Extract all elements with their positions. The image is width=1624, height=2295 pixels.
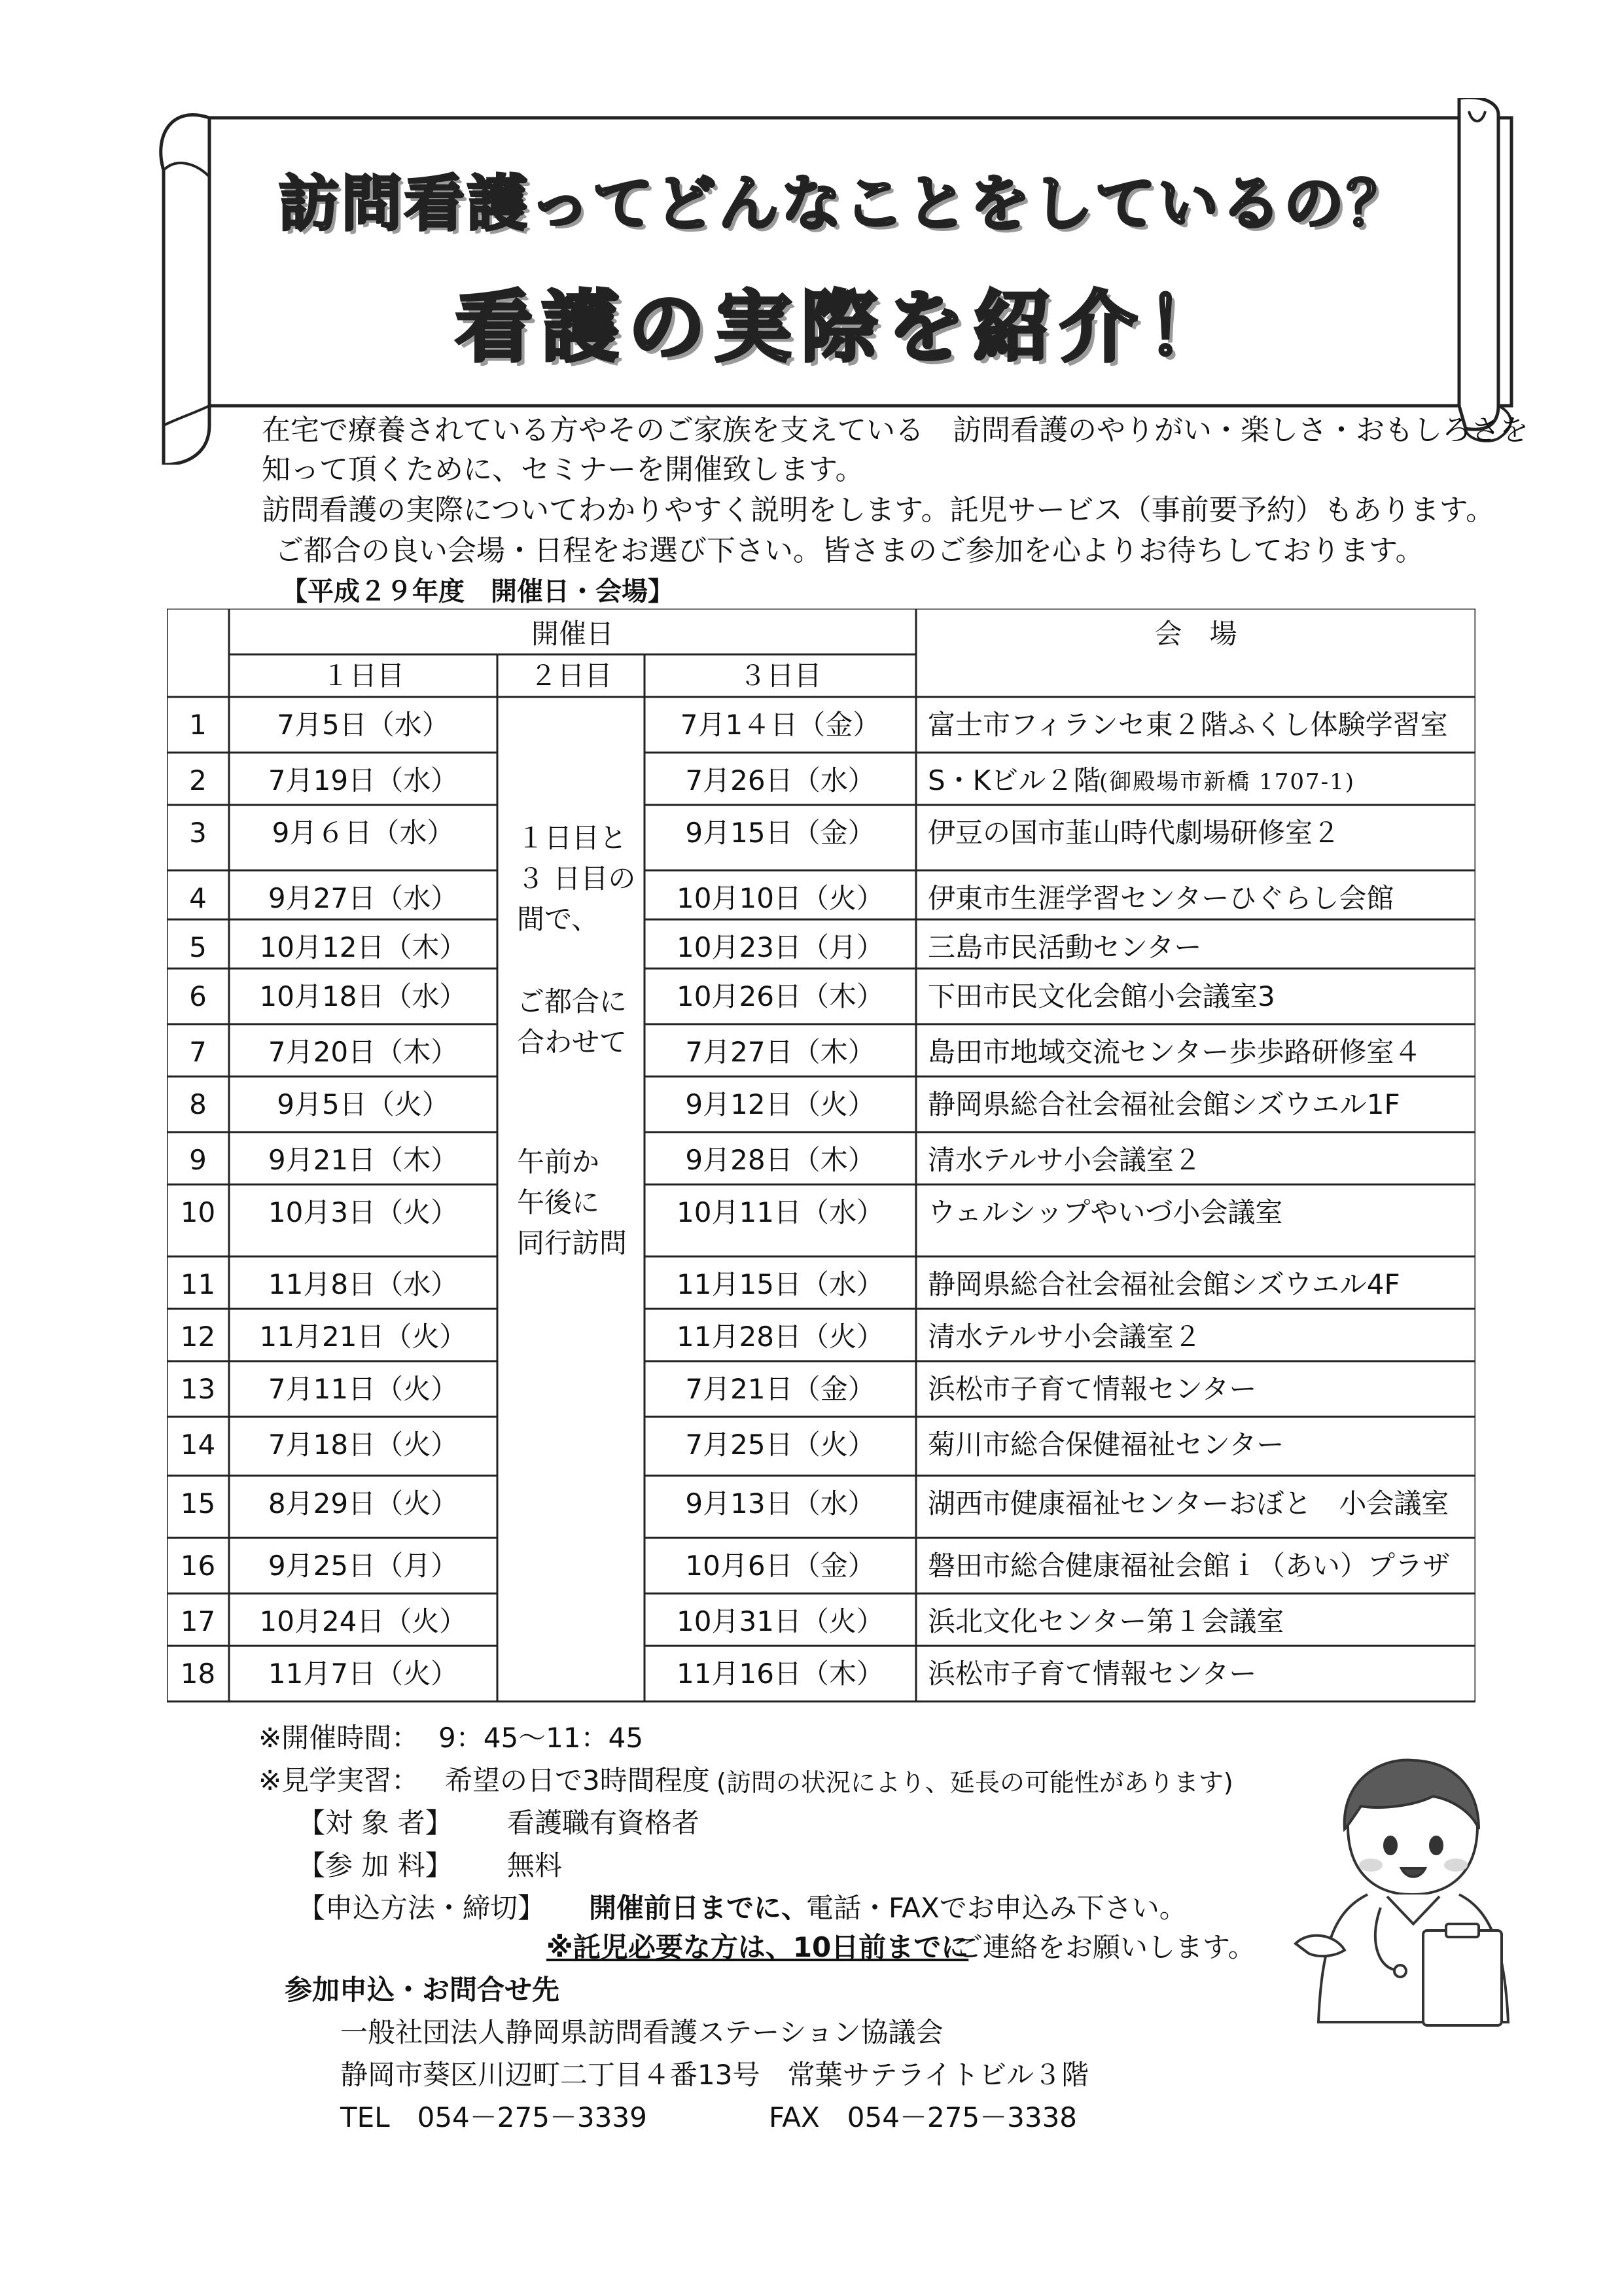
day3-date: 10月26日（木）	[677, 980, 884, 1012]
venue-name: 富士市フィランセ東２階ふくし体験学習室	[928, 709, 1448, 741]
day1-date: 11月8日（水）	[268, 1268, 459, 1300]
row-number: 6	[189, 980, 207, 1012]
day1-date: 9月5日（火）	[277, 1088, 450, 1120]
row-number: 3	[189, 817, 207, 849]
day1-date: 10月18日（水）	[259, 980, 467, 1012]
day3-date: 7月25日（火）	[685, 1429, 875, 1461]
venue-name: 浜松市子育て情報センター	[928, 1658, 1257, 1690]
venue-name: S・Kビル２階	[928, 764, 1101, 796]
day2-note-7: 午後に	[517, 1186, 600, 1219]
venue-name: 磐田市総合健康福祉会館ｉ（あい）プラザ	[928, 1550, 1451, 1582]
intro-line-1: 在宅で療養されている方やそのご家族を支えている 訪問看護のやりがい・楽しさ・おもしろさを	[262, 414, 1528, 447]
day1-date: 9月27日（水）	[268, 882, 459, 914]
day1-date: 7月11日（火）	[268, 1373, 459, 1405]
title-line-2: 看護の実際を紹介！	[455, 282, 1233, 372]
day1-date: 11月7日（火）	[268, 1658, 459, 1690]
fee-value: 無料	[507, 1849, 563, 1881]
row-number: 16	[180, 1550, 216, 1582]
intro-line-2: 知って頂くために、セミナーを開催致します。	[262, 453, 864, 486]
row-number: 11	[180, 1268, 216, 1300]
header-day1: １日目	[321, 660, 404, 692]
day2-note-6: 午前か	[517, 1146, 600, 1178]
apply-method: 電話・FAXでお申込み下さい。	[806, 1892, 1187, 1924]
venue-name: 浜松市子育て情報センター	[928, 1373, 1257, 1405]
day3-date: 9月28日（木）	[685, 1144, 875, 1176]
childcare-request: ご連絡をお願いします。	[955, 1931, 1256, 1963]
contact-org: 一般社団法人静岡県訪問看護ステーション協議会	[340, 2016, 944, 2048]
day1-date: 10月24日（火）	[259, 1605, 467, 1637]
row-number: 4	[189, 882, 207, 914]
row-number: 5	[189, 931, 207, 963]
row-number: 7	[189, 1036, 207, 1068]
day1-date: 9月25日（月）	[268, 1550, 459, 1582]
time-label: ※開催時間：	[258, 1722, 419, 1754]
intro-line-4: ご都合の良い会場・日程をお選び下さい。皆さまのご参加を心よりお待ちしております。	[275, 534, 1424, 567]
row-number: 1	[189, 709, 207, 741]
header-day3: ３日目	[739, 660, 822, 692]
venue-name: 菊川市総合保健福祉センター	[928, 1429, 1284, 1461]
header-day2: ２日目	[529, 660, 612, 692]
venue-name: 清水テルサ小会議室２	[928, 1321, 1201, 1353]
target-value: 看護職有資格者	[507, 1807, 700, 1839]
contact-heading: 参加申込・お問合せ先	[285, 1974, 560, 2006]
day2-note-8: 同行訪問	[517, 1227, 627, 1259]
day3-date: 7月27日（木）	[685, 1036, 875, 1068]
venue-name: ウェルシップやいづ小会議室	[928, 1196, 1283, 1228]
day1-date: 9月21日（木）	[268, 1144, 459, 1176]
day1-date: 7月19日（水）	[268, 764, 459, 796]
schedule-caption: 【平成２９年度 開催日・会場】	[281, 577, 674, 607]
venue-name: 静岡県総合社会福祉会館シズウエル1F	[928, 1088, 1400, 1120]
day1-date: 10月3日（火）	[268, 1196, 459, 1228]
venue-name: 湖西市健康福祉センターおぼと 小会議室	[928, 1487, 1449, 1520]
row-number: 12	[180, 1321, 216, 1353]
day1-date: 7月18日（火）	[268, 1429, 459, 1461]
header-kaisaibi: 開催日	[531, 618, 614, 650]
venue-note: (御殿場市新橋 1707-1)	[1099, 769, 1355, 795]
apply-label: 【申込方法・締切】	[298, 1892, 546, 1924]
row-number: 10	[180, 1196, 216, 1228]
title-line-1: 訪問看護ってどんなことをしているの？	[278, 169, 1409, 239]
day2-note-4: ご都合に	[517, 986, 627, 1018]
day3-date: 11月15日（水）	[677, 1268, 884, 1300]
day3-date: 7月21日（金）	[685, 1373, 875, 1405]
row-number: 9	[189, 1144, 207, 1176]
contact-address: 静岡市葵区川辺町二丁目４番13号 常葉サテライトビル３階	[340, 2059, 1089, 2091]
apply-deadline: 開催前日までに、	[589, 1892, 809, 1924]
day3-date: 7月26日（水）	[685, 764, 875, 796]
venue-name: 伊豆の国市韮山時代劇場研修室２	[928, 817, 1341, 849]
day3-date: 10月31日（火）	[677, 1605, 884, 1637]
day3-date: 9月15日（金）	[685, 817, 875, 849]
target-label: 【対 象 者】	[298, 1807, 453, 1839]
day1-date: 11月21日（火）	[259, 1321, 467, 1353]
row-number: 18	[180, 1658, 216, 1690]
day2-note-2: ３ 日目の	[517, 863, 636, 895]
day3-date: 10月23日（月）	[677, 931, 884, 963]
day3-date: 10月11日（水）	[677, 1196, 884, 1228]
venue-name: 下田市民文化会館小会議室3	[928, 980, 1275, 1012]
kengaku-value: 希望の日で3時間程度	[445, 1764, 710, 1796]
time-value: 9：45～11：45	[438, 1722, 644, 1754]
intro-line-3: 訪問看護の実際についてわかりやすく説明をします。託児サービス（事前要予約）もあります。	[262, 493, 1495, 527]
day1-date: 9月６日（水）	[272, 817, 455, 849]
row-number: 14	[180, 1429, 216, 1461]
day3-date: 11月16日（木）	[677, 1658, 884, 1690]
nurse-illustration	[1282, 1754, 1544, 2029]
row-number: 8	[189, 1088, 207, 1120]
row-number: 13	[180, 1373, 216, 1405]
row-number: 17	[180, 1605, 216, 1637]
row-number: 2	[189, 764, 207, 796]
day1-date: 8月29日（火）	[268, 1487, 459, 1520]
day3-date: 10月10日（火）	[677, 882, 884, 914]
day2-note-5: 合わせて	[517, 1026, 627, 1058]
day3-date: 10月6日（金）	[685, 1550, 875, 1582]
childcare-deadline: ※託児必要な方は、10日前までに	[546, 1931, 969, 1963]
day1-date: 7月5日（水）	[277, 709, 450, 741]
day3-date: 9月13日（水）	[685, 1487, 875, 1520]
venue-name: 清水テルサ小会議室２	[928, 1144, 1201, 1176]
kengaku-label: ※見学実習：	[258, 1764, 419, 1796]
day1-date: 7月20日（木）	[268, 1036, 459, 1068]
row-number: 15	[180, 1487, 216, 1520]
day2-note-1: １日目と	[517, 822, 627, 854]
venue-name: 三島市民活動センター	[928, 931, 1202, 963]
day3-date: 11月28日（火）	[677, 1321, 884, 1353]
day3-date: 7月1４日（金）	[680, 709, 881, 741]
day1-date: 10月12日（木）	[259, 931, 467, 963]
contact-fax: FAX 054－275－3338	[769, 2101, 1078, 2133]
venue-name: 島田市地域交流センター歩歩路研修室４	[928, 1036, 1422, 1068]
venue-name: 静岡県総合社会福祉会館シズウエル4F	[928, 1268, 1400, 1300]
venue-name: 伊東市生涯学習センターひぐらし会館	[928, 882, 1394, 914]
day3-date: 9月12日（火）	[685, 1088, 875, 1120]
venue-name: 浜北文化センター第１会議室	[928, 1605, 1284, 1637]
fee-label: 【参 加 料】	[298, 1849, 453, 1881]
day2-note-3: 間で、	[517, 903, 599, 935]
contact-tel: TEL 054－275－3339	[340, 2101, 647, 2133]
kengaku-note: (訪問の状況により、延長の可能性があります)	[716, 1768, 1233, 1797]
header-kaijo: 会 場	[1154, 618, 1237, 650]
